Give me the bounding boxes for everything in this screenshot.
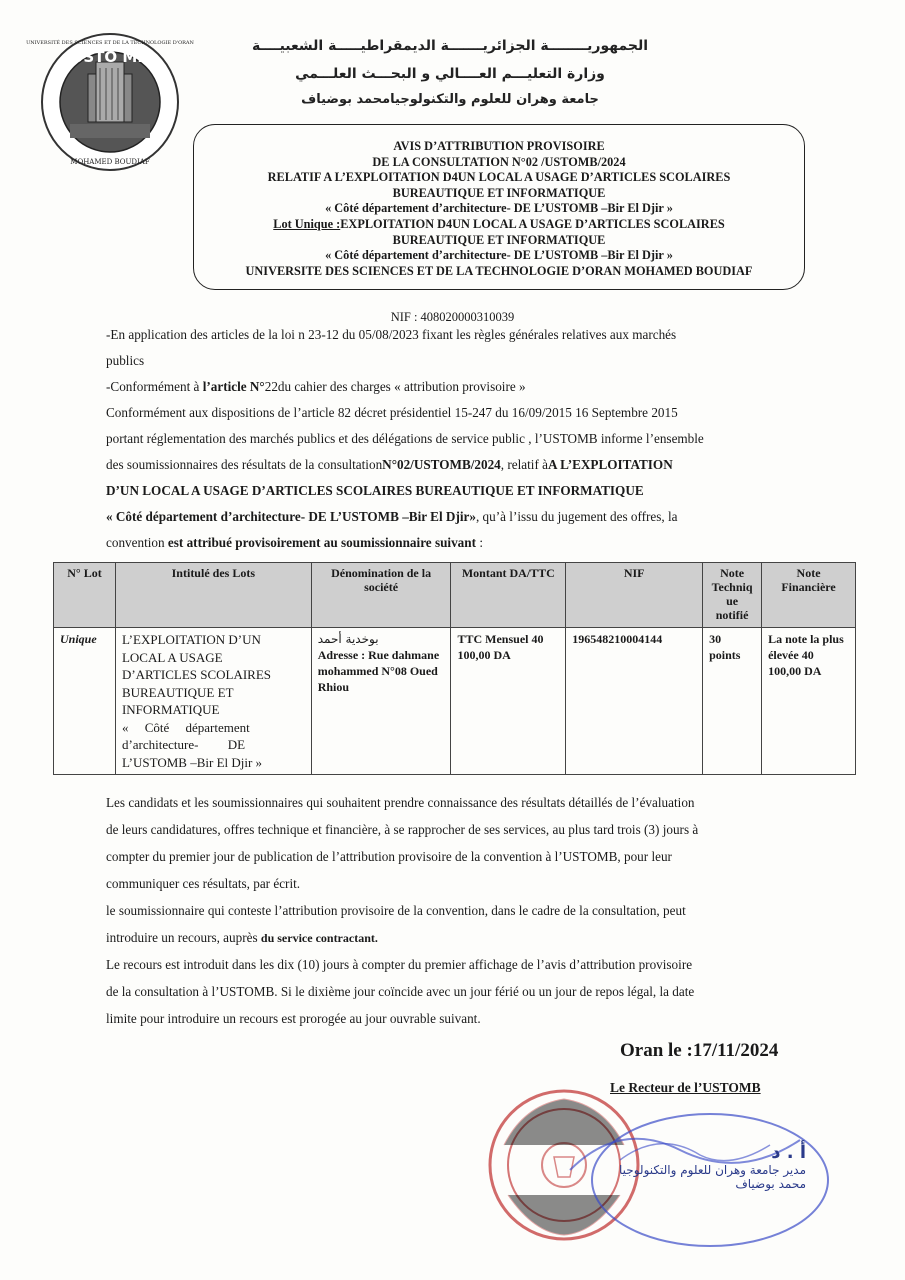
title-line-5: « Côté département d’architecture- DE L’USTOMB –Bir El Djir » bbox=[325, 201, 673, 216]
title-line-6: Lot Unique :EXPLOITATION D4UN LOCAL A USAGE D’ARTICLES SCOLAIRES bbox=[273, 216, 725, 231]
header-university: جامعة وهران للعلوم والتكنولوجيامحمد بوضياف bbox=[301, 92, 599, 107]
table-row bbox=[54, 628, 856, 775]
logo-bottom-text: MOHAMED BOUDIAF bbox=[70, 158, 150, 166]
footer-line: de la consultation à l’USTOMB. Si le dixième jour coïncide avec un jour férié ou un jour de repos légal, la date bbox=[106, 984, 695, 999]
footer-line: compter du premier jour de publication de l’attribution provisoire de la convention à l’USTOMB, pour leur bbox=[106, 849, 672, 864]
footer-line: communiquer ces résultats, par écrit. bbox=[106, 876, 301, 891]
body-line: convention est attribué provisoirement au soumissionnaire suivant : bbox=[106, 535, 483, 550]
cell-note-tech: 30 points bbox=[703, 628, 762, 775]
university-logo bbox=[26, 32, 194, 172]
signature-stamp-text: أ . د مدير جامعة وهران للعلوم والتكنولوجيا محمد بوضياف bbox=[619, 1142, 806, 1191]
lot-unique-label: Lot Unique : bbox=[273, 216, 341, 231]
footer-line: le soumissionnaire qui conteste l’attribution provisoire de la convention, dans le cadre de la consultation, peut bbox=[106, 903, 686, 918]
societe-address: Adresse : Rue dahmane mohammed N°08 Oued Rhiou bbox=[317, 648, 440, 694]
award-table bbox=[53, 562, 856, 775]
col-header-note-tech: Note Techniq ue notifié bbox=[703, 563, 762, 628]
footer-line: de leurs candidatures, offres technique et financière, à se rapprocher de ses services, au plus tard trois (3) jours à bbox=[106, 822, 699, 837]
body-line: Conformément aux dispositions de l’article 82 décret présidentiel 15-247 du 16/09/2015 16 Septembre 2015 bbox=[106, 405, 678, 420]
title-line-4: BUREAUTIQUE ET INFORMATIQUE bbox=[392, 185, 606, 200]
col-header-intitule: Intitulé des Lots bbox=[115, 563, 311, 628]
cell-societe bbox=[311, 628, 451, 775]
nif-number: NIF : 408020000310039 bbox=[390, 310, 515, 324]
title-line-3: RELATIF A L’EXPLOITATION D4UN LOCAL A USAGE D’ARTICLES SCOLAIRES bbox=[267, 170, 731, 185]
body-line: « Côté département d’architecture- DE L’USTOMB –Bir El Djir», qu’à l’issu du jugement des offres, la bbox=[106, 509, 678, 524]
col-header-note-fin: Note Financière bbox=[762, 563, 856, 628]
societe-name-ar: بوخدية أحمد bbox=[317, 632, 379, 646]
footer-line: Le recours est introduit dans les dix (10) jours à compter du premier affichage de l’avis d’attribution provisoire bbox=[106, 957, 693, 972]
title-line-8: « Côté département d’architecture- DE L’USTOMB –Bir El Djir » bbox=[325, 248, 673, 263]
col-header-nif: NIF bbox=[566, 563, 703, 628]
title-line-7: BUREAUTIQUE ET INFORMATIQUE bbox=[392, 232, 606, 247]
body-line: D’UN LOCAL A USAGE D’ARTICLES SCOLAIRES BUREAUTIQUE ET INFORMATIQUE bbox=[106, 483, 644, 498]
cell-nif: 196548210004144 bbox=[566, 628, 703, 775]
signatory-title: Le Recteur de l’USTOMB bbox=[610, 1080, 761, 1095]
col-header-societe: Dénomination de la société bbox=[311, 563, 451, 628]
title-line-2: DE LA CONSULTATION N°02 /USTOMB/2024 bbox=[372, 154, 626, 169]
footer-line: Les candidats et les soumissionnaires qui souhaitent prendre connaissance des résultats détaillés de l’évaluation bbox=[106, 795, 695, 810]
body-line: -En application des articles de la loi n 23-12 du 05/08/2023 fixant les règles générales relatives aux marchés bbox=[106, 327, 677, 342]
footer-line: introduire un recours, auprès du service contractant. bbox=[106, 930, 378, 945]
header-republic: الجمهوريــــــــة الجزائريـــــــة الديمقراطيـــــة الشعبيــــة bbox=[251, 38, 649, 54]
table-header-row bbox=[54, 563, 856, 628]
logo-top-text: UNIVERSITÉ DES SCIENCES ET DE LA TECHNOLOGIE D'ORAN bbox=[26, 40, 194, 46]
col-header-montant: Montant DA/TTC bbox=[451, 563, 566, 628]
title-line-1: AVIS D’ATTRIBUTION PROVISOIRE bbox=[393, 139, 605, 153]
body-line: publics bbox=[106, 353, 145, 368]
title-line-9: UNIVERSITE DES SCIENCES ET DE LA TECHNOLOGIE D’ORAN MOHAMED BOUDIAF bbox=[245, 263, 753, 278]
body-line: portant réglementation des marchés publics et des délégations de service public , l’USTOMB informe l’ensemble bbox=[106, 431, 704, 446]
cell-montant: TTC Mensuel 40 100,00 DA bbox=[451, 628, 566, 775]
logo-abbrev: USTO MB bbox=[71, 48, 149, 66]
col-header-lot: N° Lot bbox=[54, 563, 116, 628]
place-date: Oran le :17/11/2024 bbox=[620, 1040, 779, 1061]
header-ministry: وزارة التعليـــم العــــالي و البحـــث العلـــمي bbox=[295, 66, 605, 82]
cell-lot: Unique bbox=[54, 628, 116, 775]
notice-title-box bbox=[193, 124, 805, 290]
body-line: des soumissionnaires des résultats de la consultationN°02/USTOMB/2024, relatif àA L’EXPLOITATION bbox=[106, 457, 673, 472]
cell-intitule: L’EXPLOITATION D’UN LOCAL A USAGE D’ARTICLES SCOLAIRES BUREAUTIQUE ET INFORMATIQUE « Côté département d’architecture- DE L’USTOMB –Bir El Djir » bbox=[115, 628, 311, 775]
cell-note-fin: La note la plus élevée 40 100,00 DA bbox=[762, 628, 856, 775]
footer-line: limite pour introduire un recours est prorogée au jour ouvrable suivant. bbox=[106, 1011, 481, 1026]
body-line: -Conformément à l’article N°22du cahier des charges « attribution provisoire » bbox=[106, 379, 526, 394]
